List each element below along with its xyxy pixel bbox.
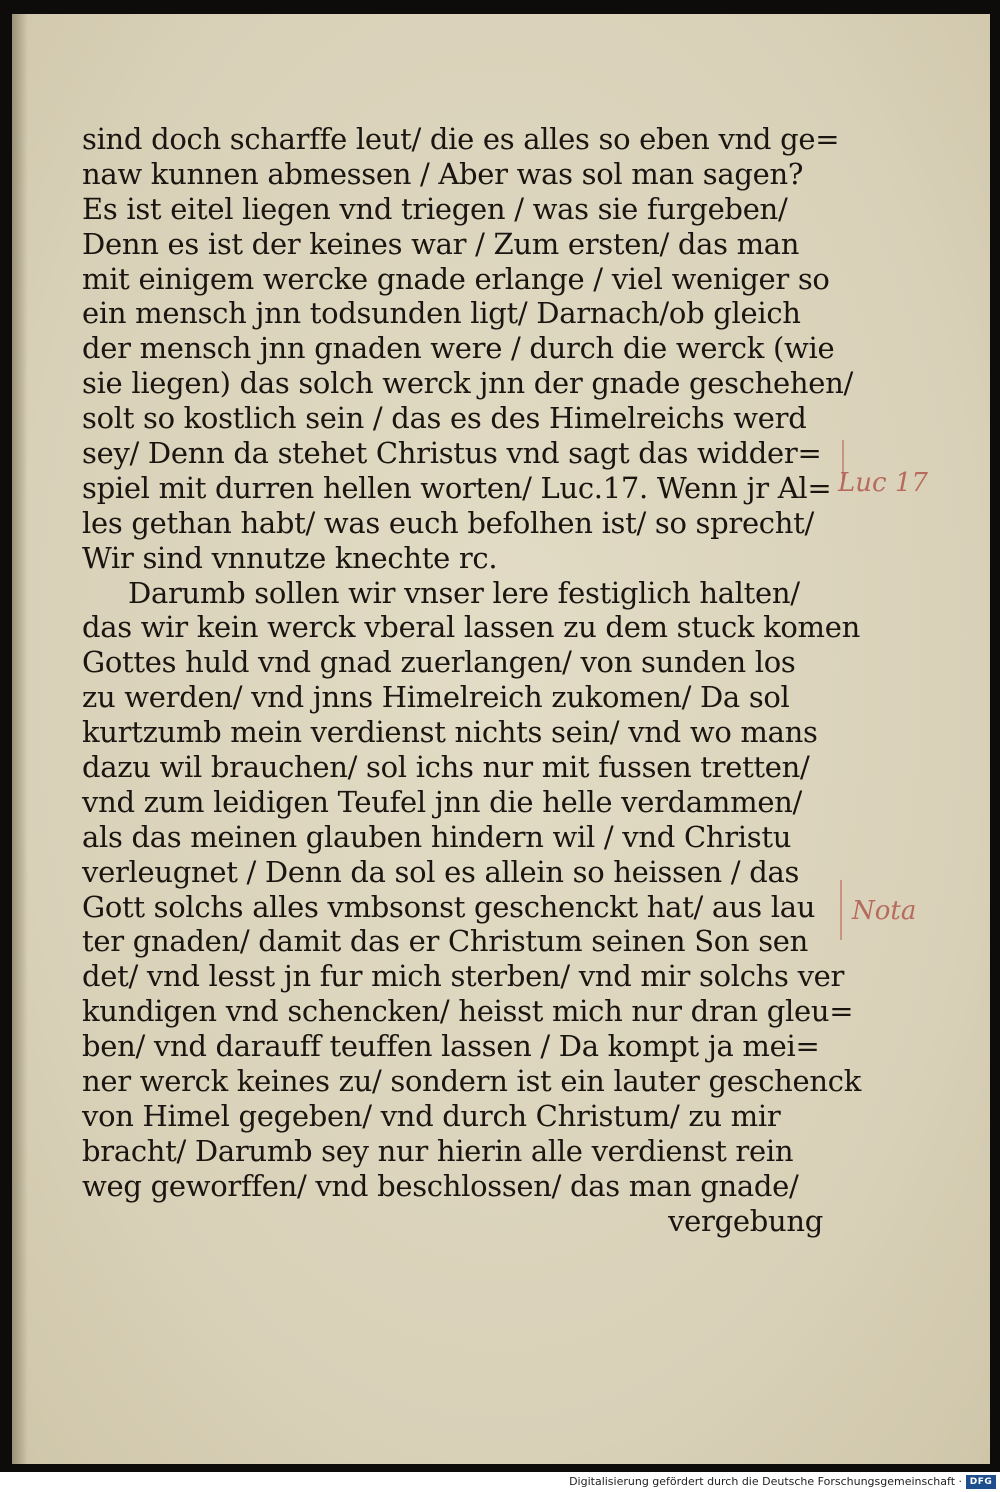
text-line-6: ein mensch jnn todsunden ligt/ Darnach/ob gleich <box>82 296 801 331</box>
text-line-26: kundigen vnd schencken/ heisst mich nur dran gleu= <box>82 994 854 1029</box>
text-line-14: Darumb sollen wir vnser lere festiglich halten/ <box>128 575 800 610</box>
text-line-30: bracht/ Darumb sey nur hierin alle verdienst rein <box>82 1133 794 1168</box>
text-line-11: spiel mit durren hellen worten/ Luc.17. Wenn jr Al= <box>82 470 832 505</box>
text-line-23: Gott solchs alles vmbsonst geschenckt hat/ aus lau <box>82 889 816 924</box>
text-line-19: dazu wil brauchen/ sol ichs nur mit fussen tretten/ <box>82 750 810 785</box>
text-line-22: verleugnet / Denn da sol es allein so heissen / das <box>82 854 800 889</box>
text-line-9: solt so kostlich sein / das es des Himelreichs werd <box>82 401 807 436</box>
marginal-note-luc: Luc 17 <box>838 468 928 498</box>
text-line-28: ner werck keines zu/ sondern ist ein lauter geschenck <box>82 1064 861 1099</box>
text-line-1: sind doch scharffe leut/ die es alles so eben vnd ge= <box>82 122 840 156</box>
page-gutter-shadow <box>12 14 28 1464</box>
text-line-2: naw kunnen abmessen / Aber was sol man sagen? <box>82 156 804 191</box>
text-line-3: Es ist eitel liegen vnd triegen / was sie furgeben/ <box>82 191 788 226</box>
catchword: vergebung <box>668 1203 823 1238</box>
dfg-logo: DFG <box>966 1475 996 1489</box>
text-line-4: Denn es ist der keines war / Zum ersten/ das man <box>82 226 800 261</box>
funding-credit: Digitalisierung gefördert durch die Deutsche Forschungsgemeinschaft · <box>569 1475 962 1488</box>
text-line-24: ter gnaden/ damit das er Christum seinen Son sen <box>82 924 809 959</box>
text-line-12: les gethan habt/ was euch befolhen ist/ so sprecht/ <box>82 505 814 540</box>
text-line-7: der mensch jnn gnaden were / durch die werck (wie <box>82 331 835 366</box>
text-line-13: Wir sind vnnutze knechte rc. <box>82 540 498 575</box>
text-line-8: sie liegen) das solch werck jnn der gnade geschehen/ <box>82 366 853 401</box>
marginal-note-nota: Nota <box>852 896 917 926</box>
text-line-15: das wir kein werck vberal lassen zu dem stuck komen <box>82 610 860 645</box>
text-line-21: als das meinen glauben hindern wil / vnd Christu <box>82 819 792 854</box>
text-line-18: kurtzumb mein verdienst nichts sein/ vnd wo mans <box>82 715 818 750</box>
text-line-27: ben/ vnd darauff teuffen lassen / Da kompt ja mei= <box>82 1029 820 1064</box>
text-line-10: sey/ Denn da stehet Christus vnd sagt das widder= <box>82 436 822 471</box>
footer-bar <box>0 1472 1000 1492</box>
text-line-20: vnd zum leidigen Teufel jnn die helle verdammen/ <box>82 784 803 819</box>
margin-bracket-nota <box>840 880 842 940</box>
page-text-block <box>82 122 861 1239</box>
text-line-5: mit einigem wercke gnade erlange / viel weniger so <box>82 261 830 296</box>
text-line-16: Gottes huld vnd gnad zuerlangen/ von sunden los <box>82 645 796 680</box>
text-line-29: von Himel gegeben/ vnd durch Christum/ zu mir <box>82 1098 781 1133</box>
text-line-17: zu werden/ vnd jnns Himelreich zukomen/ Da sol <box>82 680 790 715</box>
text-line-31: weg geworffen/ vnd beschlossen/ das man gnade/ <box>82 1168 799 1203</box>
text-line-25: det/ vnd lesst jn fur mich sterben/ vnd mir solchs ver <box>82 959 845 994</box>
